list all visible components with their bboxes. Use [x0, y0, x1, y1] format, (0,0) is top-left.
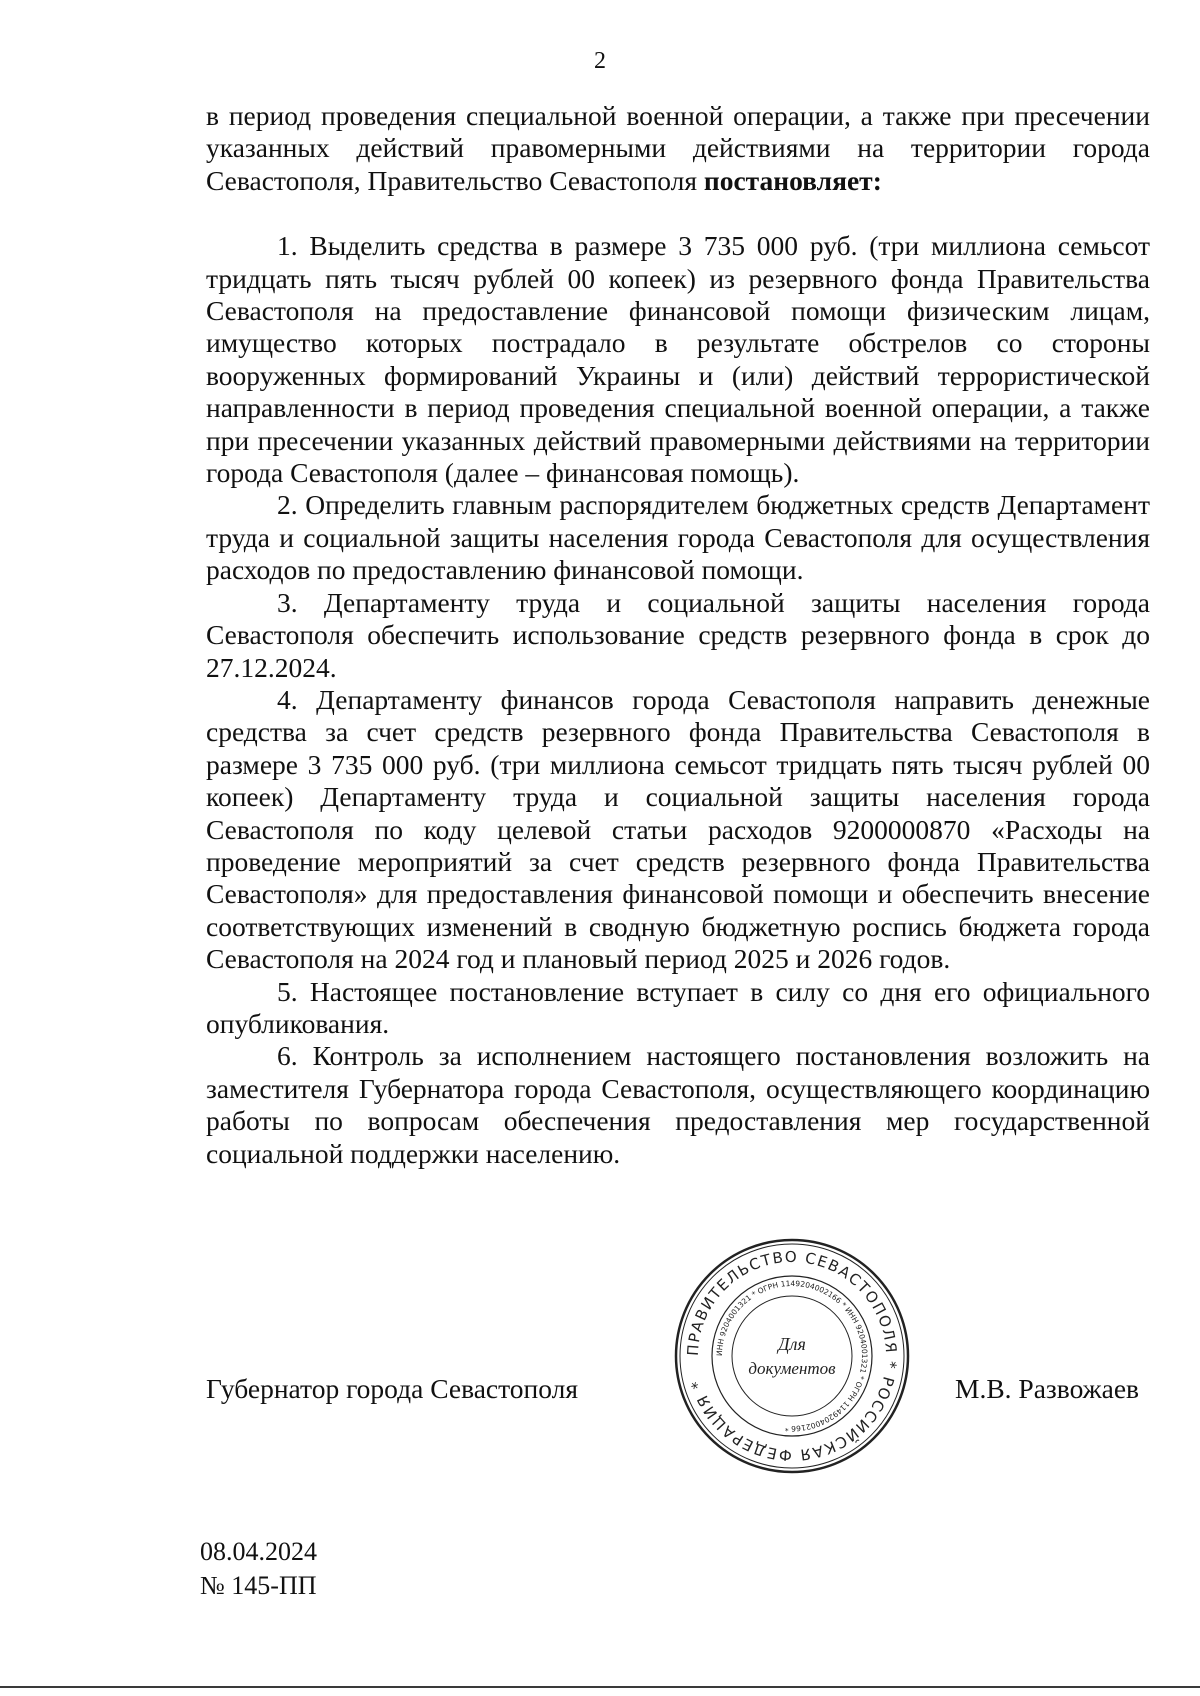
- signatory-position: Губернатор города Севастополя: [206, 1373, 578, 1404]
- intro-text: в период проведения специальной военной операции, а также при пресечении указанных действий правомерными действиями на территории города Севастополя, Правительство Севастополя: [206, 100, 1150, 196]
- list-item: 2. Определить главным распорядителем бюджетных средств Департамент труда и социальной защиты населения города Севастополя для осуществления расходов по предоставлению финансовой помощи.: [206, 489, 1150, 586]
- seal-inner-text: ИНН 9204001321 * ОГРН 1149204002166 * ИНН 9204001321 * ОГРН 1149204002166 *: [714, 1278, 870, 1434]
- list-item: 1. Выделить средства в размере 3 735 000 руб. (три миллиона семьсот тридцать пять тысяч рублей 00 копеек) из резервного фонда Правительства Севастополя на предоставление финансовой помощи физическим лицам, имущество которых пострадало в результате обстрелов со стороны вооруженных формирований Украины и (или) действий террористической направленности в период проведения специальной военной операции, а также при пресечении указанных действий правомерными действиями на территории города Севастополя (далее – финансовая помощь).: [206, 230, 1150, 489]
- seal-center-line2: документов: [748, 1359, 836, 1378]
- official-seal: [672, 1236, 912, 1476]
- intro-decree-word: постановляет:: [703, 164, 882, 196]
- list-item: 4. Департаменту финансов города Севастополя направить денежные средства за счет средств резервного фонда Правительства Севастополя в размере 3 735 000 руб. (три миллиона семьсот тридцать пять тысяч рублей 00 копеек) Департаменту труда и социальной защиты населения города Севастополя по коду целевой статьи расходов 9200000870 «Расходы на проведение мероприятий за счет средств резервного фонда Правительства Севастополя» для предоставления финансовой помощи и обеспечить внесение соответствующих изменений в сводную бюджетную роспись бюджета города Севастополя на 2024 год и плановый период 2025 и 2026 годов.: [206, 683, 1150, 975]
- document-date: 08.04.2024: [200, 1537, 317, 1566]
- signatory-name: М.В. Развожаев: [955, 1373, 1140, 1404]
- list-item: 3. Департаменту труда и социальной защиты населения города Севастополя обеспечить использование средств резервного фонда в срок до 27.12.2024.: [206, 586, 1150, 683]
- seal-center-line1: Для: [778, 1334, 806, 1354]
- page-number: 2: [594, 48, 606, 74]
- scan-edge-line: [0, 1686, 1200, 1688]
- list-item: 6. Контроль за исполнением настоящего постановления возложить на заместителя Губернатора города Севастополя, осуществляющего координацию работы по вопросам обеспечения предоставления мер государственной социальной поддержки населению.: [206, 1040, 1150, 1169]
- document-body: [206, 100, 1150, 1170]
- document-number: № 145-ПП: [200, 1571, 317, 1600]
- list-item: 5. Настоящее постановление вступает в силу со дня его официального опубликования.: [206, 975, 1150, 1039]
- seal-outer-text: ПРАВИТЕЛЬСТВО СЕВАСТОПОЛЯ * РОССИЙСКАЯ ФЕДЕРАЦИЯ *: [683, 1247, 901, 1465]
- intro-paragraph: [206, 100, 1150, 197]
